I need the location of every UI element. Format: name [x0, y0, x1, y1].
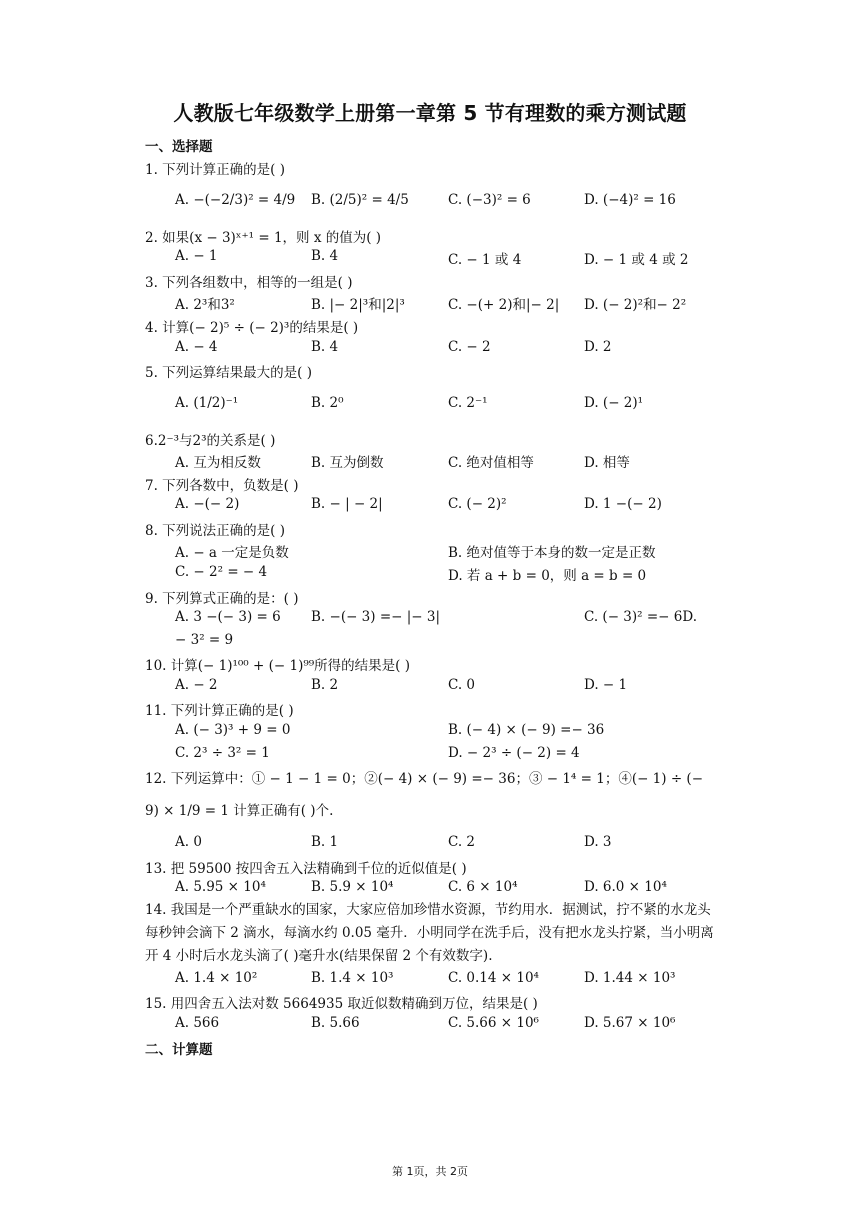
question-8-option-c: C. − 2² = − 4: [175, 564, 268, 580]
question-5-option-b: B. 2⁰: [311, 395, 344, 411]
question-14-option-d: D. 1.44 × 10³: [584, 970, 676, 986]
question-2-stem: 2. 如果(x − 3)ˣ⁺¹ = 1，则 x 的值为( ): [145, 230, 382, 246]
section-calc-heading: 二、计算题: [145, 1042, 213, 1058]
question-1-stem: 1. 下列计算正确的是( ): [145, 162, 285, 178]
question-5-stem: 5. 下列运算结果最大的是( ): [145, 365, 312, 381]
question-9-option-b: B. −(− 3) =− |− 3|: [311, 609, 441, 625]
question-2-option-d: D. − 1 或 4 或 2: [584, 252, 689, 268]
question-6-stem: 6.2⁻³与2³的关系是( ): [145, 433, 276, 449]
question-12-option-c: C. 2: [448, 834, 476, 850]
question-9-option-a: A. 3 −(− 3) = 6: [175, 609, 281, 625]
question-13-option-b: B. 5.9 × 10⁴: [311, 879, 394, 895]
page-footer: 第 1页，共 2页: [392, 1165, 468, 1178]
question-5-option-c: C. 2⁻¹: [448, 395, 488, 411]
question-11-option-c: C. 2³ ÷ 3² = 1: [175, 745, 270, 761]
question-15-option-d: D. 5.67 × 10⁶: [584, 1015, 676, 1031]
question-11-option-b: B. (− 4) × (− 9) =− 36: [448, 722, 605, 738]
question-6-option-b: B. 互为倒数: [311, 455, 384, 471]
question-10-option-d: D. − 1: [584, 677, 628, 693]
question-8-option-d: D. 若 a + b = 0，则 a = b = 0: [448, 568, 647, 584]
question-15-option-a: A. 566: [175, 1015, 220, 1031]
question-5-option-a: A. (1/2)⁻¹: [175, 395, 239, 411]
question-8-option-a: A. − a 一定是负数: [175, 545, 289, 561]
question-11-option-d: D. − 2³ ÷ (− 2) = 4: [448, 745, 580, 761]
question-13-option-c: C. 6 × 10⁴: [448, 879, 518, 895]
question-13-stem: 13. 把 59500 按四舍五入法精确到千位的近似值是( ): [145, 861, 467, 877]
question-3-option-d: D. (− 2)²和− 2²: [584, 297, 687, 313]
question-12-option-b: B. 1: [311, 834, 339, 850]
question-10-stem: 10. 计算(− 1)¹⁰⁰ + (− 1)⁹⁹所得的结果是( ): [145, 658, 410, 674]
question-8-option-b: B. 绝对值等于本身的数一定是正数: [448, 545, 656, 561]
question-15-option-c: C. 5.66 × 10⁶: [448, 1015, 539, 1031]
question-11-stem: 11. 下列计算正确的是( ): [145, 703, 294, 719]
question-10-option-a: A. − 2: [175, 677, 218, 693]
question-12-stem: 12. 下列运算中：① − 1 − 1 = 0；②(− 4) × (− 9) =− 36；③ − 1⁴ = 1；④(− 1) ÷ (− 9) × 1/9 = 1 计算正确有( )个.: [145, 771, 704, 819]
question-4-stem: 4. 计算(− 2)⁵ ÷ (− 2)³的结果是( ): [145, 320, 359, 336]
question-3-stem: 3. 下列各组数中，相等的一组是( ): [145, 275, 353, 291]
question-15-option-b: B. 5.66: [311, 1015, 360, 1031]
question-14-option-a: A. 1.4 × 10²: [175, 970, 258, 986]
question-4-option-d: D. 2: [584, 339, 612, 355]
question-5-option-d: D. (− 2)¹: [584, 395, 644, 411]
question-7-option-b: B. − | − 2|: [311, 496, 383, 512]
question-2-option-a: A. − 1: [175, 248, 218, 264]
question-14-option-b: B. 1.4 × 10³: [311, 970, 394, 986]
question-6-option-d: D. 相等: [584, 455, 630, 471]
question-3-option-c: C. −(+ 2)和|− 2|: [448, 297, 560, 313]
question-2-option-c: C. − 1 或 4: [448, 252, 522, 268]
question-15-stem: 15. 用四舍五入法对数 5664935 取近似数精确到万位，结果是( ): [145, 996, 538, 1012]
question-7-option-d: D. 1 −(− 2): [584, 496, 662, 512]
question-12-option-a: A. 0: [175, 834, 202, 850]
question-6-option-c: C. 绝对值相等: [448, 455, 534, 471]
question-7-option-c: C. (− 2)²: [448, 496, 507, 512]
question-10-option-c: C. 0: [448, 677, 476, 693]
question-4-option-a: A. − 4: [175, 339, 218, 355]
page-title: 人教版七年级数学上册第一章第 5 节有理数的乘方测试题: [173, 101, 687, 125]
question-1-option-d: D. (−4)² = 16: [584, 192, 676, 208]
question-13-option-a: A. 5.95 × 10⁴: [175, 879, 266, 895]
question-13-option-d: D. 6.0 × 10⁴: [584, 879, 667, 895]
question-1-option-c: C. (−3)² = 6: [448, 192, 531, 208]
question-9-option-d: − 3² = 9: [175, 632, 234, 648]
question-14-stem: 14. 我国是一个严重缺水的国家，大家应倍加珍惜水资源，节约用水．据测试，拧不紧的水龙头每秒钟会滴下 2 滴水，每滴水约 0.05 毫升．小明同学在洗手后，没有把水龙头拧紧，当小明离开 4 小时后水龙头滴了( )毫升水(结果保留 2 个有效数字).: [145, 902, 714, 964]
question-10-option-b: B. 2: [311, 677, 339, 693]
question-7-stem: 7. 下列各数中，负数是( ): [145, 478, 299, 494]
question-11-option-a: A. (− 3)³ + 9 = 0: [175, 722, 291, 738]
question-4-option-c: C. − 2: [448, 339, 491, 355]
question-4-option-b: B. 4: [311, 339, 339, 355]
question-14-option-c: C. 0.14 × 10⁴: [448, 970, 539, 986]
question-9-stem: 9. 下列算式正确的是：( ): [145, 591, 299, 607]
question-12-option-d: D. 3: [584, 834, 612, 850]
question-3-option-b: B. |− 2|³和|2|³: [311, 297, 405, 313]
question-8-stem: 8. 下列说法正确的是( ): [145, 523, 285, 539]
question-2-option-b: B. 4: [311, 248, 339, 264]
question-3-option-a: A. 2³和3²: [175, 297, 235, 313]
question-6-option-a: A. 互为相反数: [175, 455, 261, 471]
question-7-option-a: A. −(− 2): [175, 496, 240, 512]
question-1-option-b: B. (2/5)² = 4/5: [311, 192, 409, 208]
section-choice-heading: 一、选择题: [145, 139, 213, 155]
question-9-option-c: C. (− 3)² =− 6D.: [584, 609, 697, 625]
question-1-option-a: A. −(−2/3)² = 4/9: [175, 192, 296, 208]
